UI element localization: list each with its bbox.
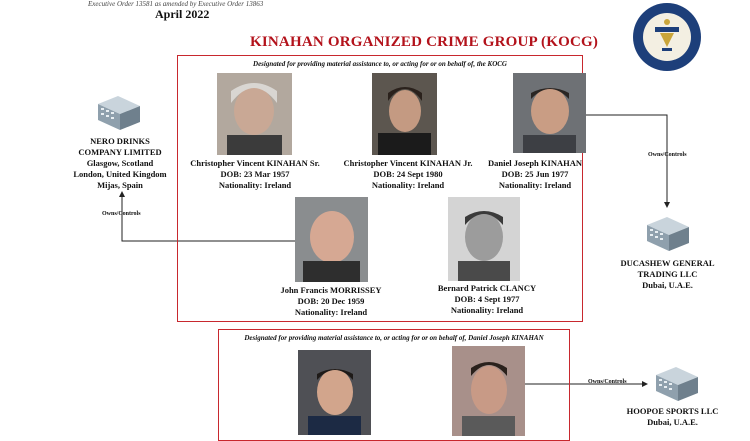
entity-location: London, United Kingdom (73, 169, 167, 179)
entity-name: HOOPOE SPORTS LLC (626, 406, 719, 416)
photo-associate-2 (452, 346, 525, 436)
photo-associate-1 (298, 350, 371, 435)
person-nationality: Nationality: Ireland (218, 180, 292, 190)
entity-name: NERO DRINKS (90, 136, 150, 146)
entity-name-cont: TRADING LLC (637, 269, 698, 279)
person-dob: DOB: 20 Dec 1959 (297, 296, 365, 306)
owns-controls-label-nero: Owns/Controls (102, 211, 141, 217)
building-icon-ducashew (645, 213, 691, 253)
entity-location: Dubai, U.A.E. (647, 417, 698, 427)
entity-location: Glasgow, Scotland (86, 158, 154, 168)
person-name: Christopher Vincent KINAHAN Jr. (343, 158, 473, 168)
photo-daniel-kinahan (513, 73, 586, 153)
page-title: KINAHAN ORGANIZED CRIME GROUP (KOCG) (250, 34, 599, 50)
photo-kinahan-jr (372, 73, 437, 155)
person-name: Bernard Patrick CLANCY (437, 283, 537, 293)
kocg-box-caption: Designated for providing material assistance to, or acting for or on behalf of, the KOCG (253, 60, 507, 68)
person-dob: DOB: 24 Sept 1980 (373, 169, 443, 179)
person-bernard-clancy (412, 283, 562, 316)
person-name: Daniel Joseph KINAHAN (488, 158, 582, 168)
person-nationality: Nationality: Ireland (371, 180, 445, 190)
person-daniel-kinahan (480, 158, 590, 191)
person-kinahan-sr (180, 158, 330, 191)
building-icon-nero (96, 92, 142, 132)
photo-john-morrissey (295, 197, 368, 282)
photo-bernard-clancy (448, 197, 520, 281)
person-kinahan-jr (333, 158, 483, 191)
document-date: April 2022 (155, 7, 210, 21)
person-name: Christopher Vincent KINAHAN Sr. (190, 158, 320, 168)
owns-controls-label-hoopoe: Owns/Controls (588, 379, 627, 385)
executive-order-subtitle: Executive Order 13581 as amended by Executive Order 13863 (88, 0, 264, 8)
entity-ducashew (605, 258, 730, 291)
building-icon-hoopoe (654, 363, 700, 403)
entity-location: Dubai, U.A.E. (642, 280, 693, 290)
person-dob: DOB: 25 Jun 1977 (501, 169, 569, 179)
photo-kinahan-sr (217, 73, 292, 155)
entity-location: Mijas, Spain (97, 180, 143, 190)
person-john-morrissey (256, 285, 406, 318)
person-nationality: Nationality: Ireland (450, 305, 524, 315)
entity-name-cont: COMPANY LIMITED (78, 147, 162, 157)
entity-name: DUCASHEW GENERAL (620, 258, 715, 268)
person-nationality: Nationality: Ireland (498, 180, 572, 190)
person-dob: DOB: 4 Sept 1977 (454, 294, 520, 304)
daniel-box-caption: Designated for providing material assistance to, or acting for or on behalf of, Daniel Joseph KINAHAN (244, 334, 544, 342)
entity-nero-drinks (60, 136, 180, 191)
person-dob: DOB: 23 Mar 1957 (220, 169, 290, 179)
person-name: John Francis MORRISSEY (280, 285, 382, 295)
entity-hoopoe-sports (610, 406, 735, 428)
owns-controls-label-ducashew: Owns/Controls (648, 152, 687, 158)
person-nationality: Nationality: Ireland (294, 307, 368, 317)
